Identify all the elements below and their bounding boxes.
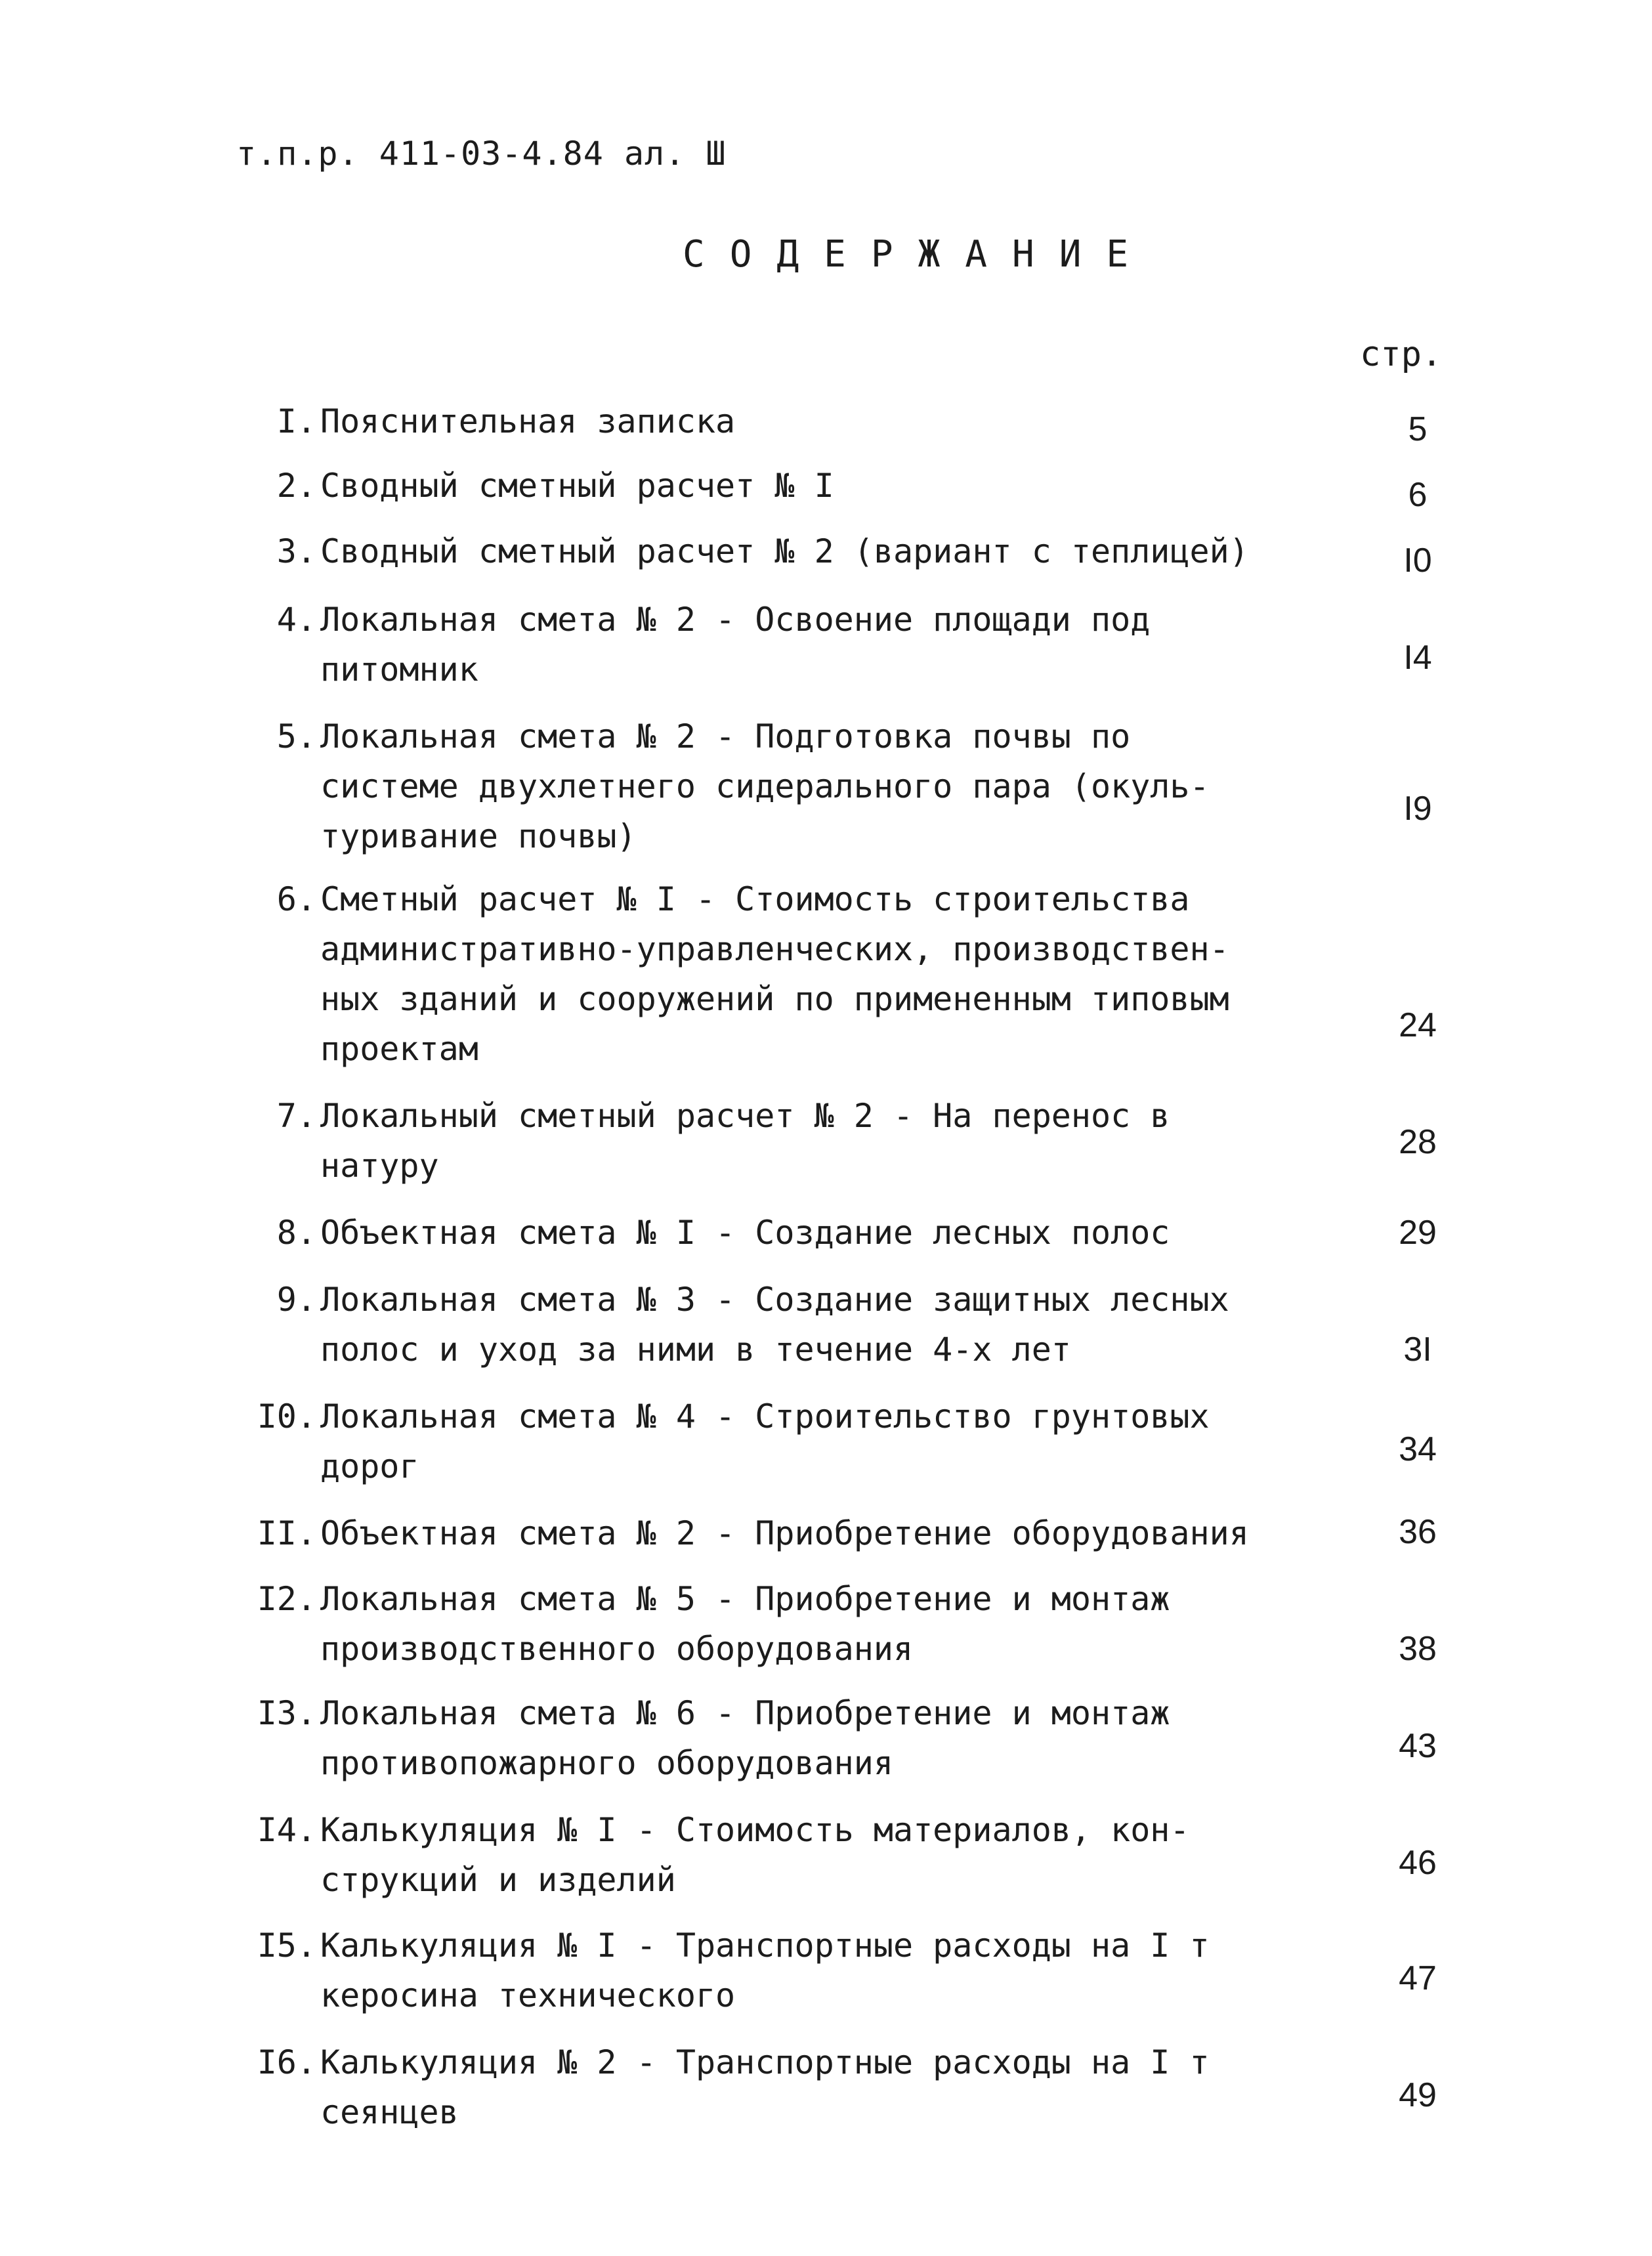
toc-entry-page: 46 (1399, 1844, 1437, 1882)
toc-entry-text: Локальная смета № 4 - Строительство грунтовых дорог (320, 1397, 1210, 1485)
toc-entry-page: 29 (1399, 1214, 1437, 1252)
page-title: СОДЕРЖАНИЕ (683, 233, 1154, 276)
document-code-header: т.п.р. 411-03-4.84 ал. Ш (236, 135, 727, 173)
toc-entry-number: 4. (276, 601, 316, 639)
toc-entry-number: 7. (276, 1097, 316, 1135)
toc-entry-number: I0. (257, 1397, 316, 1436)
toc-entry-number: 8. (276, 1214, 316, 1252)
toc-entry-text: Объектная смета № 2 - Приобретение оборудования (320, 1514, 1249, 1552)
toc-entry-text: Калькуляция № I - Транспортные расходы на I т керосина технического (320, 1926, 1210, 2014)
toc-entry-page: I4 (1403, 639, 1432, 677)
toc-entry-number: 6. (276, 880, 316, 918)
toc-entry-number: I6. (257, 2043, 316, 2081)
toc-entry-page: 34 (1399, 1430, 1437, 1468)
toc-entry-number: I2. (257, 1580, 316, 1618)
toc-entry-text: Локальный сметный расчет № 2 - На перенос в натуру (320, 1097, 1170, 1185)
toc-entry-page: 3I (1403, 1330, 1432, 1369)
toc-entry-number: 3. (276, 532, 316, 570)
toc-entry-number: I4. (257, 1811, 316, 1849)
toc-entry-text: Сметный расчет № I - Стоимость строительства административно-управленческих, производствен- ных зданий и сооружений по примененным типовым проектам (320, 880, 1229, 1068)
toc-entry-text: Сводный сметный расчет № 2 (вариант с теплицей) (320, 532, 1249, 570)
page-column-label: стр. (1360, 335, 1443, 374)
toc-entry-text: Калькуляция № I - Стоимость материалов, кон- струкций и изделий (320, 1811, 1190, 1899)
toc-entry-number: 2. (276, 467, 316, 505)
toc-entry-text: Локальная смета № 3 - Создание защитных лесных полос и уход за ними в течение 4-х лет (320, 1281, 1229, 1369)
toc-entry-page: 38 (1399, 1630, 1437, 1668)
toc-entry-number: I. (276, 402, 316, 440)
toc-entry-page: I9 (1403, 790, 1432, 828)
toc-entry-text: Объектная смета № I - Создание лесных полос (320, 1214, 1170, 1252)
toc-entry-page: 43 (1399, 1727, 1437, 1765)
toc-entry-text: Калькуляция № 2 - Транспортные расходы на I т сеянцев (320, 2043, 1210, 2131)
toc-entry-page: 36 (1399, 1513, 1437, 1551)
toc-entry-page: 6 (1408, 476, 1428, 514)
toc-entry-page: 49 (1399, 2076, 1437, 2114)
toc-entry-number: 9. (276, 1281, 316, 1319)
toc-entry-text: Пояснительная записка (320, 402, 736, 440)
toc-entry-page: 5 (1408, 410, 1428, 448)
toc-entry-page: 47 (1399, 1959, 1437, 1997)
toc-entry-number: 5. (276, 717, 316, 756)
toc-entry-text: Сводный сметный расчет № I (320, 467, 834, 505)
toc-entry-text: Локальная смета № 6 - Приобретение и монтаж противопожарного оборудования (320, 1694, 1170, 1782)
toc-entry-text: Локальная смета № 5 - Приобретение и монтаж производственного оборудования (320, 1580, 1170, 1668)
toc-entry-text: Локальная смета № 2 - Подготовка почвы по системе двухлетнего сидерального пара (окуль- туривание почвы) (320, 717, 1210, 855)
toc-entry-page: I0 (1403, 542, 1432, 580)
toc-entry-number: II. (257, 1514, 316, 1552)
toc-entry-page: 24 (1399, 1006, 1437, 1044)
toc-entry-text: Локальная смета № 2 - Освоение площади под питомник (320, 601, 1151, 689)
toc-entry-number: I3. (257, 1694, 316, 1732)
toc-entry-page: 28 (1399, 1123, 1437, 1161)
toc-entry-number: I5. (257, 1926, 316, 1965)
